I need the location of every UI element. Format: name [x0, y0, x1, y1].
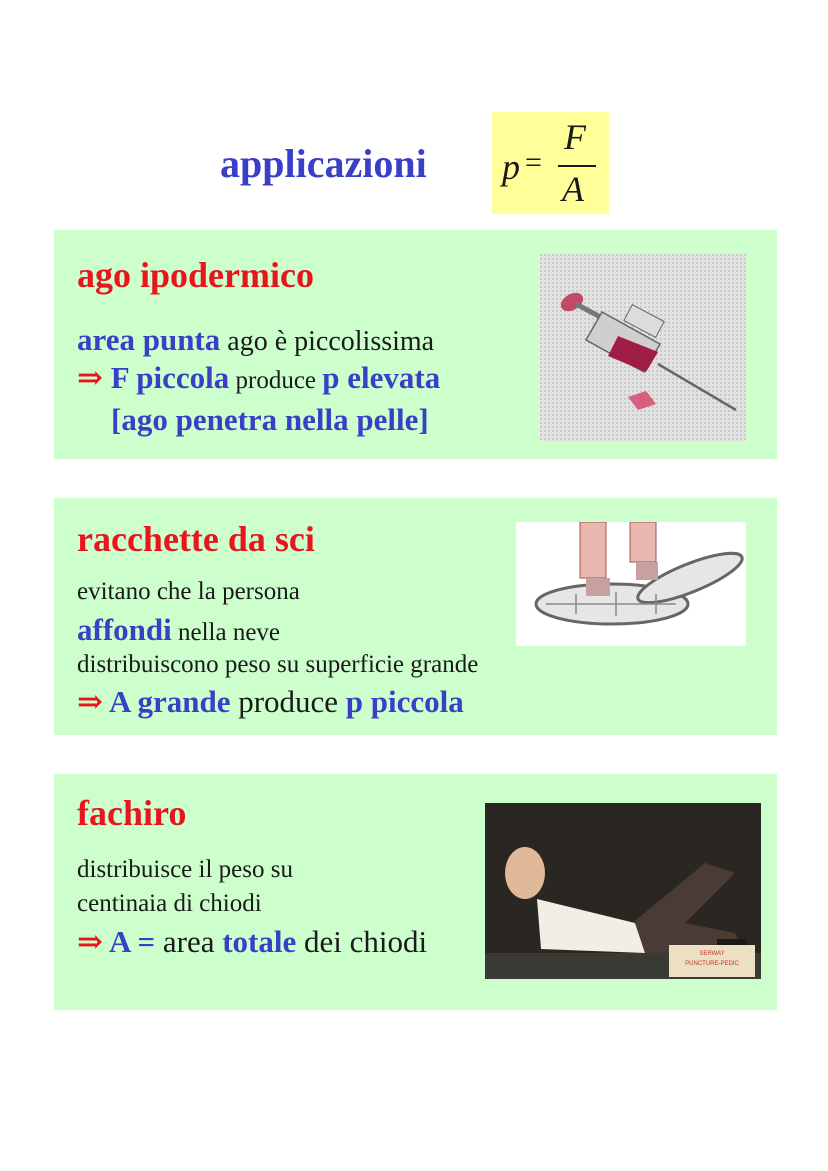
- syringe-image: [540, 254, 746, 441]
- snowshoes-image: [516, 522, 746, 646]
- formula-fraction-bar: [558, 165, 596, 167]
- formula-numerator: F: [564, 117, 586, 157]
- section-hypodermic-needle: [54, 230, 777, 459]
- section-snowshoes: [54, 498, 777, 735]
- fakir-photo: [485, 803, 761, 979]
- page-title: applicazioni: [220, 141, 427, 186]
- formula-denominator: A: [562, 169, 584, 209]
- section-line: ⇒ A grande produce p piccola: [77, 684, 464, 719]
- section-line: distribuisce il peso su: [77, 856, 293, 883]
- section-line: centinaia di chiodi: [77, 890, 262, 917]
- section-line: affondi nella neve: [77, 612, 281, 647]
- section-heading: fachiro: [77, 793, 187, 833]
- section-line: distribuiscono peso su superficie grande: [77, 651, 479, 678]
- section-line: evitano che la persona: [77, 578, 300, 605]
- pressure-formula: [492, 112, 609, 214]
- formula-equals: =: [525, 146, 542, 179]
- section-line: ⇒ F piccola produce p elevata: [77, 360, 441, 395]
- section-heading: ago ipodermico: [77, 255, 314, 295]
- section-heading: racchette da sci: [77, 519, 315, 559]
- photo-caption-line: SERWAY: [699, 951, 725, 957]
- section-line: [ago penetra nella pelle]: [111, 402, 429, 437]
- section-fakir: [54, 774, 777, 1010]
- section-line: area punta ago è piccolissima: [77, 322, 435, 357]
- section-line: ⇒ A = area totale dei chiodi: [77, 924, 428, 959]
- photo-caption-line: PUNCTURE-PEDIC: [685, 961, 739, 967]
- formula-lhs: p: [502, 147, 520, 187]
